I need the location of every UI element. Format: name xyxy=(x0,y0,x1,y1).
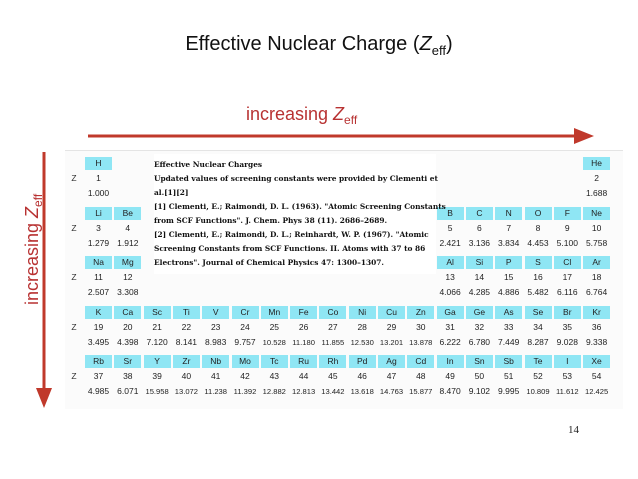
title-main: Effective Nuclear Charge ( xyxy=(185,33,420,55)
h-label-subscript: eff xyxy=(344,113,358,127)
reference-line: Electrons". Journal of Chemical Physics 47: 1300–1307. xyxy=(154,258,385,267)
zeff-value: 11.180 xyxy=(292,337,315,347)
reference-line: Screening Constants from SCF Functions. II. Atoms with 37 to 86 xyxy=(154,244,426,253)
zeff-value: 12.530 xyxy=(350,337,374,347)
zeff-value: 9.995 xyxy=(498,386,520,396)
horizontal-arrow-head xyxy=(574,128,594,144)
element-symbol: Sn xyxy=(466,355,493,368)
zeff-value: 4.398 xyxy=(117,336,139,347)
zeff-value: 3.495 xyxy=(87,336,110,347)
atomic-number: 31 xyxy=(445,321,455,332)
atomic-number: 8 xyxy=(535,222,541,233)
atomic-number: 37 xyxy=(93,371,104,381)
atomic-number: 25 xyxy=(269,321,280,332)
title-z: Z xyxy=(419,33,432,55)
atomic-number: 1 xyxy=(96,173,101,183)
element-symbol: Mn xyxy=(261,306,288,319)
element-symbol: Te xyxy=(525,355,552,368)
zeff-value: 13.442 xyxy=(321,387,345,396)
atomic-number: 22 xyxy=(181,321,192,332)
reference-line: Effective Nuclear Charges xyxy=(154,160,263,169)
v-label-z: Z xyxy=(22,206,42,218)
element-symbol: Ne xyxy=(583,207,610,220)
atomic-number: 28 xyxy=(357,321,367,332)
atomic-number: 11 xyxy=(94,272,103,282)
zeff-value: 6.116 xyxy=(556,287,578,297)
zeff-value: 10.528 xyxy=(262,337,286,347)
title-end: ) xyxy=(445,33,453,55)
zeff-value: 13.878 xyxy=(409,337,433,347)
zeff-value: 13.201 xyxy=(379,337,404,347)
zeff-value: 12.813 xyxy=(291,387,316,396)
atomic-number: 48 xyxy=(416,371,426,381)
atomic-number: 7 xyxy=(506,222,512,233)
element-symbol: Ag xyxy=(378,355,405,368)
z-row-label: Z xyxy=(71,272,77,282)
v-label-subscript: eff xyxy=(31,193,45,207)
element-symbol: B xyxy=(437,207,464,220)
zeff-value: 15.958 xyxy=(145,387,169,396)
element-symbol: Mo xyxy=(232,355,259,368)
reference-line: Updated values of screening constants were provided by Clementi et xyxy=(154,174,438,183)
zeff-value: 6.071 xyxy=(117,386,139,396)
element-symbol: Tc xyxy=(261,355,288,368)
atomic-number: 19 xyxy=(93,321,104,332)
zeff-value: 1.000 xyxy=(87,188,110,198)
atomic-number: 24 xyxy=(240,321,250,332)
atomic-number: 4 xyxy=(125,222,131,233)
atomic-number: 12 xyxy=(123,272,133,282)
atomic-number: 6 xyxy=(477,222,482,233)
element-symbol: N xyxy=(495,207,522,220)
element-symbol: He xyxy=(583,157,610,170)
element-symbol: Ca xyxy=(114,306,141,319)
zeff-value: 6.780 xyxy=(468,336,491,347)
element-symbol: Sb xyxy=(495,355,522,368)
element-symbol: Ge xyxy=(466,306,493,319)
atomic-number: 5 xyxy=(447,222,453,233)
reference-line: [2] Clementi, E.; Raimondi, D. L.; Reinhardt, W. P. (1967). "Atomic xyxy=(154,230,429,239)
zeff-value: 15.877 xyxy=(409,387,433,396)
element-symbol: Rh xyxy=(319,355,346,368)
atomic-number: 41 xyxy=(210,371,221,381)
zeff-value: 11.238 xyxy=(204,387,228,396)
reference-line: al.[1][2] xyxy=(154,188,189,197)
element-symbol: Ni xyxy=(349,306,376,319)
element-symbol: Na xyxy=(85,256,112,269)
element-symbol: Sc xyxy=(144,306,171,319)
reference-line: from SCF Functions". J. Chem. Phys 38 (11). 2686–2689. xyxy=(154,216,388,225)
atomic-number: 38 xyxy=(123,371,133,381)
element-symbol: Fe xyxy=(290,306,317,319)
element-symbol: Cr xyxy=(232,306,259,319)
atomic-number: 43 xyxy=(269,371,280,381)
atomic-number: 45 xyxy=(328,371,338,381)
vertical-arrow-head xyxy=(36,388,52,408)
element-symbol: F xyxy=(554,207,581,220)
page-number: 14 xyxy=(568,424,579,436)
atomic-number: 20 xyxy=(123,321,133,332)
atomic-number: 36 xyxy=(591,321,602,332)
element-symbol: Cl xyxy=(554,256,581,269)
title-subscript: eff xyxy=(431,43,446,58)
v-label-text: increasing xyxy=(22,217,42,305)
element-symbol: C xyxy=(466,207,493,220)
h-label-z: Z xyxy=(333,104,345,124)
atomic-number: 32 xyxy=(474,321,485,332)
atomic-number: 40 xyxy=(181,371,192,381)
atomic-number: 30 xyxy=(416,321,426,332)
zeff-value: 3.834 xyxy=(498,237,520,248)
atomic-number: 42 xyxy=(240,371,250,381)
atomic-number: 17 xyxy=(562,272,573,282)
element-symbol: Ga xyxy=(437,306,464,319)
element-symbol: Co xyxy=(319,306,346,319)
atomic-number: 29 xyxy=(386,321,397,332)
element-symbol: Cu xyxy=(378,306,405,319)
atomic-number: 44 xyxy=(298,371,309,381)
zeff-value: 2.421 xyxy=(439,237,461,248)
atomic-number: 18 xyxy=(591,272,602,282)
element-symbol: K xyxy=(85,306,112,319)
element-symbol: Sr xyxy=(114,355,141,368)
zeff-value: 6.764 xyxy=(585,287,608,297)
element-symbol: Ti xyxy=(173,306,200,319)
z-row-label: Z xyxy=(71,173,77,183)
zeff-value: 3.136 xyxy=(468,237,491,248)
zeff-value: 13.072 xyxy=(174,387,198,396)
element-symbol: Se xyxy=(525,306,552,319)
zeff-value: 4.066 xyxy=(439,287,461,297)
atomic-number: 34 xyxy=(533,321,543,332)
atomic-number: 10 xyxy=(591,222,602,233)
zeff-value: 2.507 xyxy=(87,287,110,297)
reference-line: [1] Clementi, E.; Raimondi, D. L. (1963). "Atomic Screening Constants xyxy=(154,202,446,211)
element-symbol: Br xyxy=(554,306,581,319)
atomic-number: 52 xyxy=(533,371,543,381)
element-symbol: S xyxy=(525,256,552,269)
zeff-value: 11.392 xyxy=(233,387,257,396)
atomic-number: 21 xyxy=(152,321,162,332)
zeff-value: 4.453 xyxy=(527,237,549,248)
element-symbol: In xyxy=(437,355,464,368)
z-row-label: Z xyxy=(71,321,77,332)
zeff-value: 11.612 xyxy=(555,387,579,396)
zeff-value: 9.028 xyxy=(556,336,578,347)
atomic-number: 50 xyxy=(474,371,485,381)
atomic-number: 51 xyxy=(503,371,514,381)
atomic-number: 46 xyxy=(357,371,367,381)
element-symbol: Zr xyxy=(173,355,200,368)
element-symbol: Si xyxy=(466,256,493,269)
atomic-number: 39 xyxy=(152,371,162,381)
atomic-number: 3 xyxy=(96,222,101,233)
zeff-value: 4.285 xyxy=(468,287,491,297)
element-symbol: Li xyxy=(85,207,112,220)
atomic-number: 14 xyxy=(474,272,485,282)
element-symbol: As xyxy=(495,306,522,319)
element-symbol: Mg xyxy=(114,256,141,269)
atomic-number: 33 xyxy=(503,321,514,332)
zeff-value: 1.279 xyxy=(87,237,110,248)
zeff-value: 11.855 xyxy=(321,337,345,347)
atomic-number: 35 xyxy=(562,321,573,332)
atomic-number: 54 xyxy=(591,371,602,381)
zeff-value: 12.425 xyxy=(584,387,609,396)
element-symbol: Zn xyxy=(407,306,434,319)
atomic-number: 13 xyxy=(445,272,455,282)
atomic-number: 2 xyxy=(594,173,599,183)
atomic-number: 26 xyxy=(298,321,309,332)
element-symbol: Rb xyxy=(85,355,112,368)
zeff-value: 9.338 xyxy=(585,336,608,347)
zeff-value: 9.757 xyxy=(234,336,256,347)
zeff-value: 5.758 xyxy=(585,237,608,248)
z-row-label: Z xyxy=(71,371,77,381)
zeff-value: 3.308 xyxy=(117,287,139,297)
zeff-value: 7.120 xyxy=(146,336,168,347)
element-symbol: Nb xyxy=(202,355,229,368)
zeff-value: 8.141 xyxy=(175,336,198,347)
zeff-value: 12.882 xyxy=(262,387,286,396)
h-label-text: increasing xyxy=(246,104,334,124)
atomic-number: 16 xyxy=(533,272,543,282)
zeff-value: 13.618 xyxy=(350,387,374,396)
atomic-number: 47 xyxy=(386,371,397,381)
element-symbol: Ru xyxy=(290,355,317,368)
element-symbol: P xyxy=(495,256,522,269)
zeff-value: 8.983 xyxy=(205,336,227,347)
atomic-number: 15 xyxy=(503,272,514,282)
atomic-number: 27 xyxy=(328,321,338,332)
zeff-value: 4.886 xyxy=(498,287,520,297)
zeff-value: 1.688 xyxy=(585,188,608,198)
element-symbol: Pd xyxy=(349,355,376,368)
zeff-value: 6.222 xyxy=(439,336,461,347)
element-symbol: Be xyxy=(114,207,141,220)
element-symbol: Cd xyxy=(407,355,434,368)
zeff-value: 8.470 xyxy=(439,386,461,396)
atomic-number: 49 xyxy=(445,371,455,381)
reference-box xyxy=(154,154,446,274)
element-symbol: Ar xyxy=(583,256,610,269)
element-symbol: V xyxy=(202,306,229,319)
element-symbol: Y xyxy=(144,355,171,368)
zeff-value: 9.102 xyxy=(468,386,491,396)
zeff-value: 4.985 xyxy=(87,386,110,396)
element-symbol: Xe xyxy=(583,355,610,368)
zeff-value: 5.482 xyxy=(527,287,549,297)
element-symbol: Kr xyxy=(583,306,610,319)
element-symbol: O xyxy=(525,207,552,220)
atomic-number: 53 xyxy=(562,371,573,381)
zeff-value: 14.763 xyxy=(379,387,404,396)
atomic-number: 23 xyxy=(210,321,221,332)
atomic-number: 9 xyxy=(564,222,570,233)
zeff-value: 8.287 xyxy=(527,336,549,347)
zeff-value: 7.449 xyxy=(498,336,520,347)
zeff-value: 5.100 xyxy=(556,237,578,248)
element-symbol: Al xyxy=(437,256,464,269)
zeff-value: 1.912 xyxy=(117,237,139,248)
element-symbol: I xyxy=(554,355,581,368)
z-row-label: Z xyxy=(71,222,77,233)
zeff-value: 10.809 xyxy=(526,387,550,396)
element-symbol: H xyxy=(85,157,112,170)
